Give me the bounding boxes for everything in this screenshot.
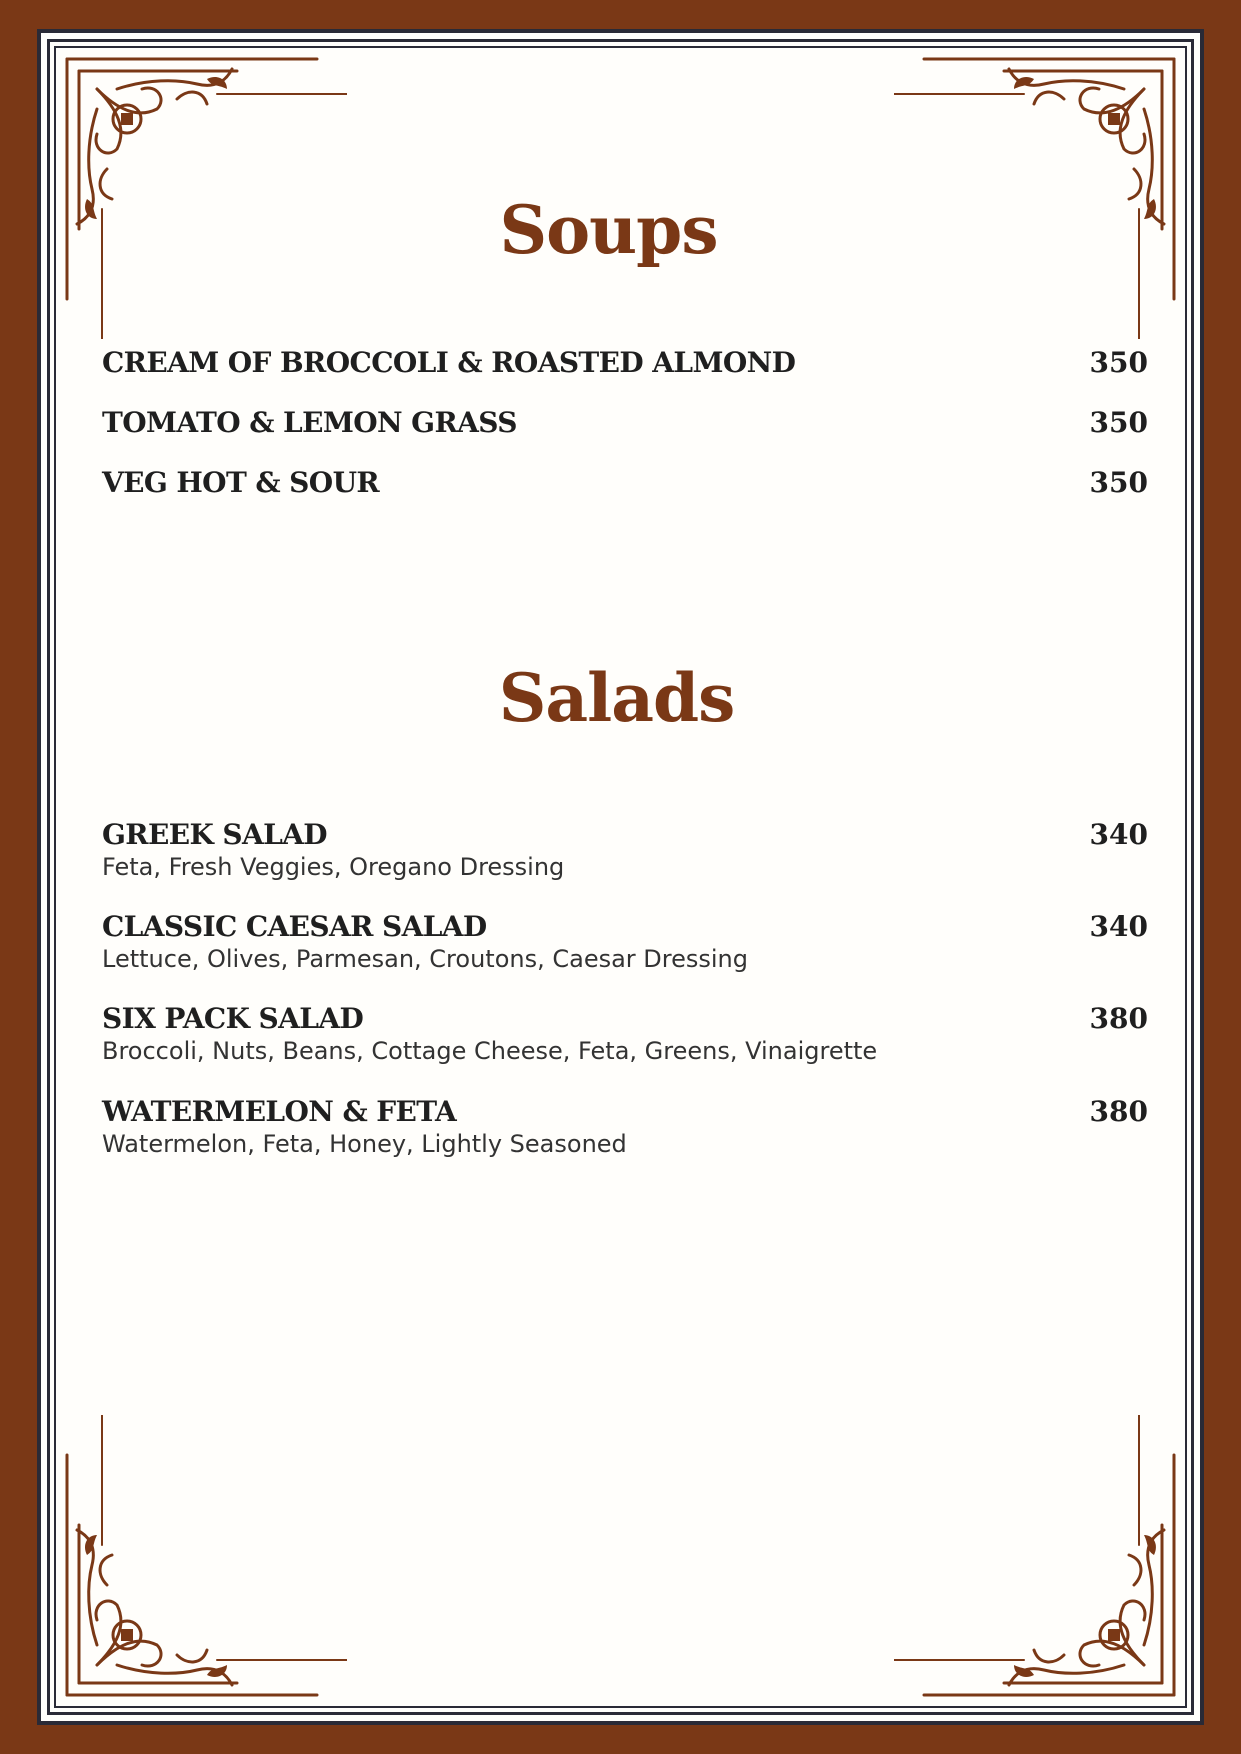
menu-item [102,818,1148,881]
menu-item [102,466,1148,499]
item-name: GREEK SALAD [102,818,327,851]
item-description: Lettuce, Olives, Parmesan, Croutons, Caesar Dressing [102,945,748,973]
menu-page [37,29,1204,1725]
item-description: Watermelon, Feta, Honey, Lightly Seasoned [102,1130,627,1158]
item-name: CREAM OF BROCCOLI & ROASTED ALMOND [102,346,796,379]
menu-item [102,346,1148,379]
menu-item [102,1002,1148,1065]
item-price: 340 [1089,910,1148,943]
corner-flourish-icon [57,1415,347,1705]
item-description: Broccoli, Nuts, Beans, Cottage Cheese, Feta, Greens, Vinaigrette [102,1037,878,1065]
corner-flourish-icon [894,1415,1184,1705]
section-title-salads: Salads [498,659,735,737]
item-name: WATERMELON & FETA [102,1095,457,1128]
section-title-soups: Soups [499,191,718,269]
item-price: 350 [1089,406,1148,439]
item-name: VEG HOT & SOUR [102,466,380,499]
menu-item [102,910,1148,973]
item-price: 380 [1089,1002,1148,1035]
menu-item [102,1095,1148,1158]
item-description: Feta, Fresh Veggies, Oregano Dressing [102,853,565,881]
menu-item [102,406,1148,439]
item-name: TOMATO & LEMON GRASS [102,406,517,439]
item-price: 340 [1089,818,1148,851]
item-price: 380 [1089,1095,1148,1128]
item-name: CLASSIC CAESAR SALAD [102,910,487,943]
item-name: SIX PACK SALAD [102,1002,364,1035]
item-price: 350 [1089,346,1148,379]
item-price: 350 [1089,466,1148,499]
